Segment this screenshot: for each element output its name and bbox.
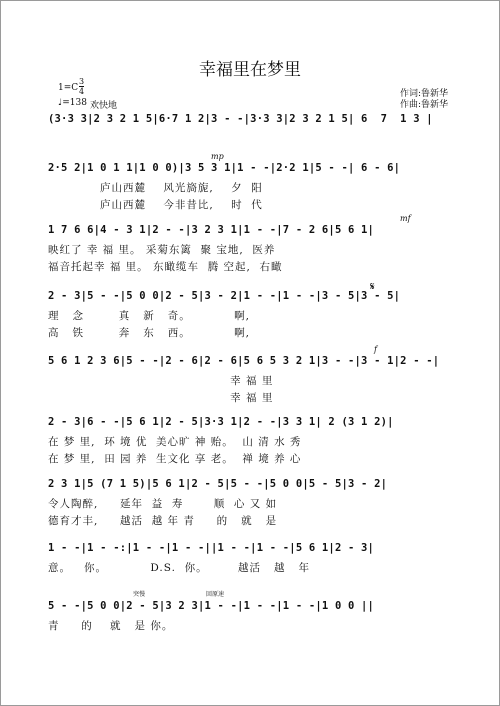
notation-line: 2 - 3|5 - -|5 0 0|2 - 5|3 - 2|1 - -|1 - -|3 - 5|3 - 5| (48, 290, 401, 302)
staff-system-1 (48, 113, 474, 143)
staff-system-5 (48, 345, 474, 410)
tempo-change-sudden-slow: 突慢 (133, 591, 146, 598)
notation-line: 2·5 2|1 0 1 1|1 0 0)|3 5 3 1|1 - -|2·2 1|5 - -| 6 - 6| (48, 162, 401, 174)
lyric-verse-1: 理 念 真 新 奇。 啊, (48, 310, 250, 322)
lyric-verse-2: 高 铁 奔 东 西。 啊, (48, 327, 250, 339)
staff-system-8 (48, 542, 474, 582)
notation-line: (3·3 3|2 3 2 1 5|6·7 1 2|3 - -|3·3 3|2 3 2 1 5| 6 7 1 3 | (48, 113, 433, 125)
lyric-verse-2: 福音托起幸 福 里。 东瞰缆车 腾 空起, 右瞰 (48, 261, 283, 273)
time-numerator: 3 (79, 77, 85, 86)
lyric-verse-1: 青 的 就 是 你。 (48, 620, 174, 632)
tempo-text: 欢快地 (90, 101, 118, 111)
tempo-marking: ♩=138 (58, 98, 87, 108)
lyricist-credit: 作词:鲁新华 (400, 89, 449, 99)
composer-credit: 作曲:鲁新华 (400, 100, 449, 110)
lyric-verse-2: 幸 福 里 (48, 392, 274, 404)
staff-system-6 (48, 416, 474, 471)
notation-line: 2 3 1|5 (7 1 5)|5 6 1|2 - 5|5 - -|5 0 0|5 - 5|3 - 2| (48, 478, 388, 490)
dynamic-f: f (374, 345, 377, 354)
notation-line: 1 - -|1 - -:|1 - -|1 - -||1 - -|1 - -|5 6 1|2 - 3| (48, 542, 375, 554)
lyric-verse-1: 令人陶醉, 延年 益 寿 顺 心 又 如 (48, 498, 278, 510)
lyric-verse-2: 在 梦 里, 田 园 养 生文化 享 老。 禅 境 养 心 (48, 453, 302, 465)
staff-system-9 (48, 591, 474, 640)
staff-system-2 (48, 152, 474, 222)
notation-line: 5 - -|5 0 0|2 - 5|3 2 3|1 - -|1 - -|1 - -|1 0 0 || (48, 600, 375, 612)
notation-line: 1 7 6 6|4 - 3 1|2 - -|3 2 3 1|1 - -|7 - 2 6|5 6 1| (48, 224, 375, 236)
lyric-verse-1: 幸 福 里 (48, 375, 274, 387)
staff-system-7 (48, 478, 474, 533)
song-title: 幸福里在梦里 (199, 60, 301, 80)
tempo-change-return: 回原速 (206, 591, 225, 598)
dynamic-mp: mp (211, 152, 224, 161)
notation-line: 2 - 3|6 - -|5 6 1|2 - 5|3·3 1|2 - -|3 3 1| 2 (3 1 2)| (48, 416, 394, 428)
time-denominator: 4 (79, 87, 85, 96)
lyric-verse-1: 映红了 幸 福 里。 采菊东篱 聚 宝地, 医养 (48, 244, 276, 256)
lyric-verse-1: 意。 你。 D.S. 你。 越活 越 年 (48, 562, 310, 574)
lyric-verse-1: 在 梦 里, 环 境 优 美心旷 神 贻。 山 清 水 秀 (48, 436, 302, 448)
key-signature: 1=C (58, 83, 79, 93)
segno-sign: 𝄋 (370, 280, 375, 293)
notation-line: 5 6 1 2 3 6|5 - -|2 - 6|2 - 6|5 6 5 3 2 1|3 - -|3 - 1|2 - -| (48, 355, 440, 367)
staff-system-3 (48, 214, 474, 284)
lyric-verse-2: 德育才丰, 越活 越 年 青 的 就 是 (48, 515, 278, 527)
dynamic-mf: mf (400, 214, 411, 223)
lyric-verse-1: 庐山西麓 风光旖旎, 夕 阳 (48, 182, 263, 194)
time-signature (79, 77, 84, 96)
staff-system-4 (48, 280, 474, 345)
lyric-verse-2: 庐山西麓 今非昔比, 时 代 (48, 199, 263, 211)
